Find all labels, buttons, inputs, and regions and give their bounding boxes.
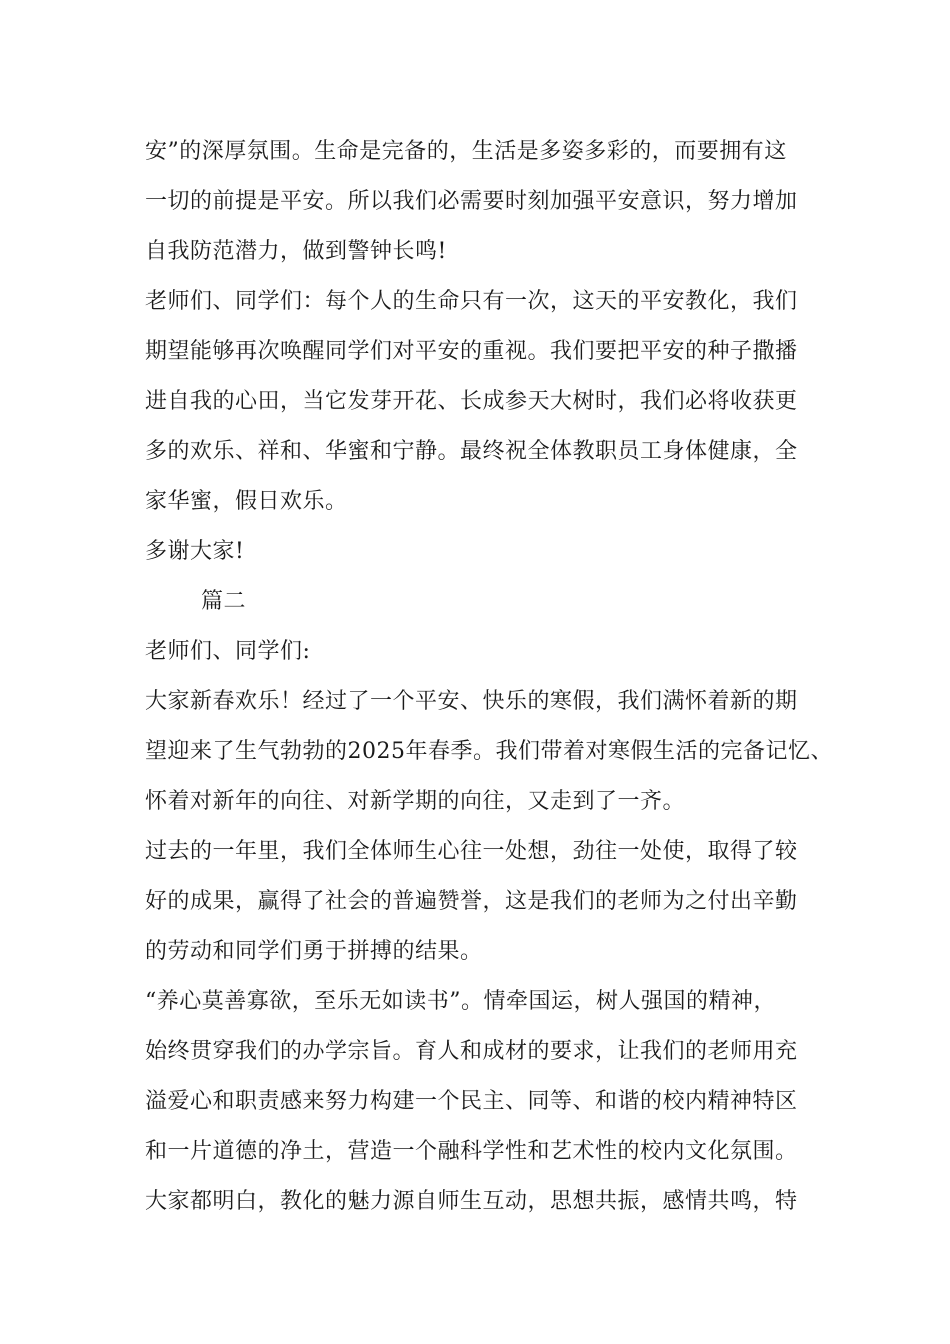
- text-line: 一切的前提是平安。所以我们必需要时刻加强平安意识，努力增加: [145, 189, 798, 214]
- text-line: 大家新春欢乐！经过了一个平安、快乐的寒假，我们满怀着新的期: [145, 689, 798, 714]
- text-line: 进自我的心田，当它发芽开花、长成参天大树时，我们必将收获更: [145, 389, 798, 414]
- text-line: 老师们、同学们:: [145, 639, 311, 664]
- text-line: 自我防范潜力，做到警钟长鸣!: [145, 239, 447, 264]
- text-line: 过去的一年里，我们全体师生心往一处想，劲往一处使，取得了较: [145, 839, 798, 864]
- text-line: 望迎来了生气勃勃的2025年春季。我们带着对寒假生活的完备记忆、: [145, 739, 833, 764]
- text-line: “养心莫善寡欲，至乐无如读书”。情牵国运，树人强国的精神，: [145, 989, 776, 1014]
- text-line: 多的欢乐、祥和、华蜜和宁静。最终祝全体教职员工身体健康，全: [145, 439, 798, 464]
- text-line: 多谢大家!: [145, 539, 245, 564]
- text-line: 家华蜜，假日欢乐。: [145, 489, 348, 514]
- document-body: [145, 127, 835, 1227]
- text-line: 安”的深厚氛围。生命是完备的，生活是多姿多彩的，而要拥有这: [145, 139, 787, 164]
- text-line: 始终贯穿我们的办学宗旨。育人和成材的要求，让我们的老师用充: [145, 1039, 798, 1064]
- text-line: 溢爱心和职责感来努力构建一个民主、同等、和谐的校内精神特区: [145, 1089, 798, 1114]
- text-line: 的劳动和同学们勇于拼搏的结果。: [145, 939, 483, 964]
- section-heading: 篇二: [201, 589, 247, 614]
- text-line: 大家都明白，教化的魅力源自师生互动，思想共振，感情共鸣，特: [145, 1189, 798, 1214]
- text-line: 期望能够再次唤醒同学们对平安的重视。我们要把平安的种子撒播: [145, 339, 798, 364]
- text-line: 老师们、同学们：每个人的生命只有一次，这天的平安教化，我们: [145, 289, 798, 314]
- text-line: 好的成果，赢得了社会的普遍赞誉，这是我们的老师为之付出辛勤: [145, 889, 798, 914]
- text-line: 怀着对新年的向往、对新学期的向往，又走到了一齐。: [145, 789, 686, 814]
- text-line: 和一片道德的净土，营造一个融科学性和艺术性的校内文化氛围。: [145, 1139, 798, 1164]
